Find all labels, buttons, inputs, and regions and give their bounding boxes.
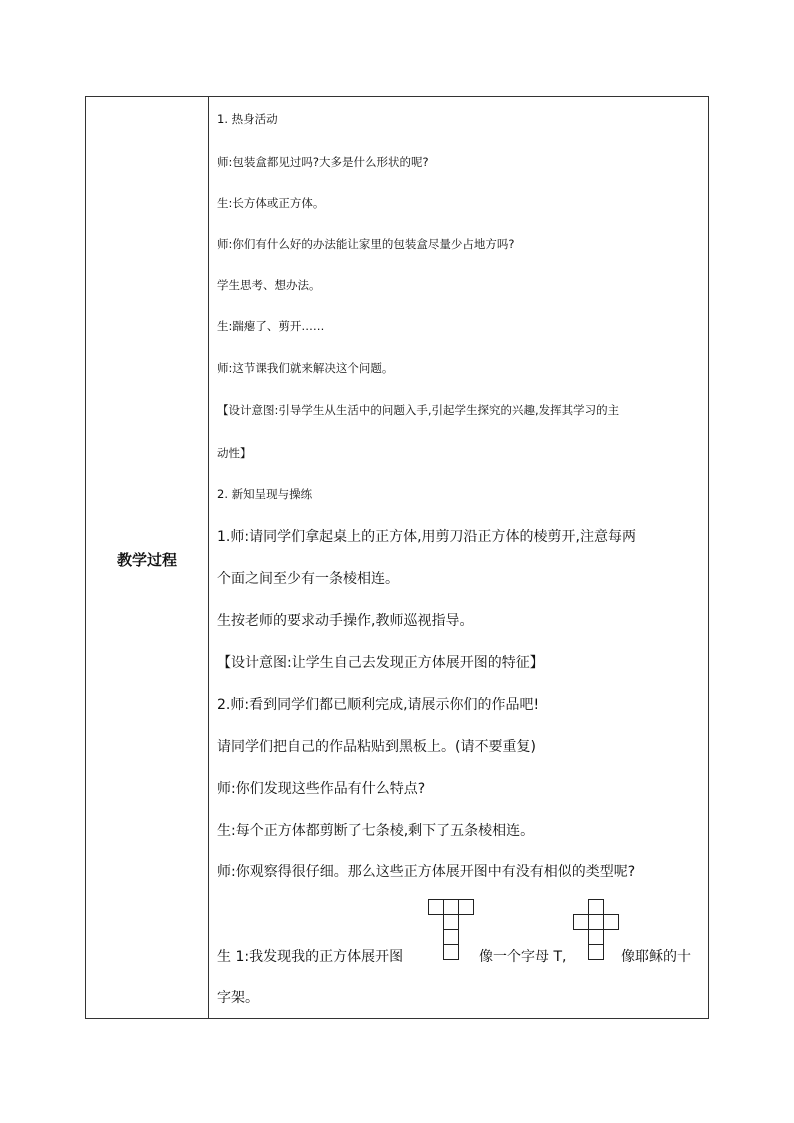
student-answer-part2: 像一个字母 T, [479, 949, 567, 965]
paragraph: 师:你观察得很仔细。那么这些正方体展开图中有没有相似的类型呢? [217, 864, 636, 880]
paragraph: 生:长方体或正方体。 [217, 196, 325, 210]
student-answer-end: 字架。 [217, 990, 259, 1006]
section-heading: 2. 新知呈现与操练 [217, 487, 313, 501]
paragraph: 学生思考、想办法。 [217, 278, 321, 292]
paragraph: 师:包装盒都见过吗?大多是什么形状的呢? [217, 155, 429, 169]
t-shape-net-figure [428, 899, 476, 963]
section-heading: 1. 热身活动 [217, 112, 278, 126]
cell-label: 教学过程 [116, 551, 177, 569]
design-intent: 【设计意图:让学生自己去发现正方体展开图的特征】 [217, 655, 544, 671]
paragraph: 师:你们发现这些作品有什么特点? [217, 781, 426, 797]
paragraph: 生按老师的要求动手操作,教师巡视指导。 [217, 613, 474, 629]
design-intent: 【设计意图:引导学生从生活中的问题入手,引起学生探究的兴趣,发挥其学习的主 [217, 403, 620, 417]
paragraph: 2.师:看到同学们都已顺利完成,请展示你们的作品吧! [217, 697, 540, 713]
paragraph: 生:每个正方体都剪断了七条棱,剩下了五条棱相连。 [217, 823, 535, 839]
lesson-table [85, 96, 709, 1019]
student-answer-part1: 生 1:我发现我的正方体展开图 [217, 949, 404, 965]
cross-shape-net-figure [573, 899, 621, 963]
column-divider [208, 97, 209, 1018]
paragraph: 师:这节课我们就来解决这个问题。 [217, 361, 394, 375]
paragraph: 请同学们把自己的作品粘贴到黑板上。(请不要重复) [217, 739, 536, 755]
paragraph: 1.师:请同学们拿起桌上的正方体,用剪刀沿正方体的棱剪开,注意每两 [217, 529, 636, 545]
paragraph: 个面之间至少有一条棱相连。 [217, 571, 399, 587]
paragraph: 师:你们有什么好的办法能让家里的包装盒尽量少占地方吗? [217, 237, 515, 251]
paragraph: 生:踹瘪了、剪开…… [217, 319, 325, 333]
design-intent-cont: 动性】 [217, 446, 252, 460]
student-answer-part3: 像耶稣的十 [621, 949, 691, 965]
